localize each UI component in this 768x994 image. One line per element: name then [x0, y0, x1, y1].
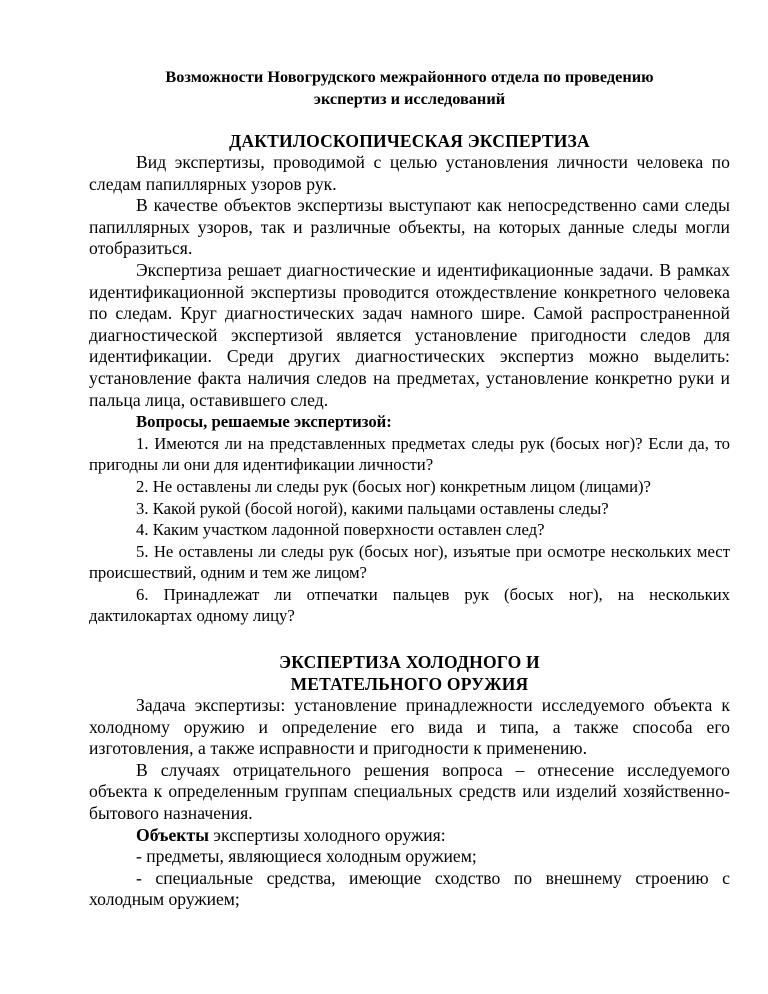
objects-line [89, 825, 730, 847]
paragraph: Вид экспертизы, проводимой с целью установления личности человека по следам папиллярных узоров рук. [89, 152, 730, 194]
section-heading-dactyloscopy: ДАКТИЛОСКОПИЧЕСКАЯ ЭКСПЕРТИЗА [229, 131, 590, 151]
paragraph: Задача экспертизы: установление принадлежности исследуемого объекта к холодному оружию и определение его вида и типа, а также способа его изготовления, а также исправности и пригодности к применению. [89, 695, 730, 759]
list-item: - предметы, являющиеся холодным оружием; [136, 846, 477, 867]
question-item: 1. Имеются ли на представленных предметах следы рук (босых ног)? Если да, то пригодны ли они для идентификации личности? [89, 433, 730, 475]
document-title-line1: Возможности Новогрудского межрайонного отдела по проведению [165, 67, 654, 86]
question-item: 5. Не оставлены ли следы рук (босых ног), изъятые при осмотре нескольких мест происшествий, одним и тем же лицом? [89, 541, 730, 583]
document-page [89, 66, 730, 911]
section-heading-cold-weapons-line1: ЭКСПЕРТИЗА ХОЛОДНОГО И [279, 652, 540, 673]
question-item: 2. Не оставлены ли следы рук (босых ног) конкретным лицом (лицами)? [136, 476, 651, 496]
document-title-line2: экспертиз и исследований [313, 89, 506, 108]
paragraph: В случаях отрицательного решения вопроса – отнесение исследуемого объекта к определенным группам специальных средств или изделий хозяйственно-бытового назначения. [89, 759, 730, 824]
question-item: 3. Какой рукой (босой ногой), какими пальцами оставлены следы? [136, 498, 609, 518]
questions-heading: Вопросы, решаемые экспертизой: [136, 412, 392, 432]
paragraph: Экспертиза решает диагностические и идентификационные задачи. В рамках идентификационной экспертизы проводится отождествление конкретного человека по следам. Круг диагностических задач намного шире. Самой распространенной диагностической экспертизой является установление пригодности следов для идентификации. Среди других диагностических экспертиз можно выделить: установление факта наличия следов на предметах, установление конкретно руки и пальца лица, оставившего след. [89, 259, 730, 410]
paragraph: В качестве объектов экспертизы выступают как непосредственно сами следы папиллярных узоров, так и различные объекты, на которых данные следы могли отобразиться. [89, 195, 730, 259]
objects-rest-text: экспертизы холодного оружия: [208, 824, 446, 845]
question-item: 6. Принадлежат ли отпечатки пальцев рук (босых ног), на нескольких дактилокартах одному лицу? [89, 584, 730, 626]
section-heading-cold-weapons-line2: МЕТАТЕЛЬНОГО ОРУЖИЯ [290, 674, 529, 695]
list-item: - специальные средства, имеющие сходство по внешнему строению с холодным оружием; [89, 867, 730, 910]
objects-bold-label: Объекты [136, 824, 209, 845]
question-item: 4. Каким участком ладонной поверхности оставлен след? [136, 520, 545, 540]
